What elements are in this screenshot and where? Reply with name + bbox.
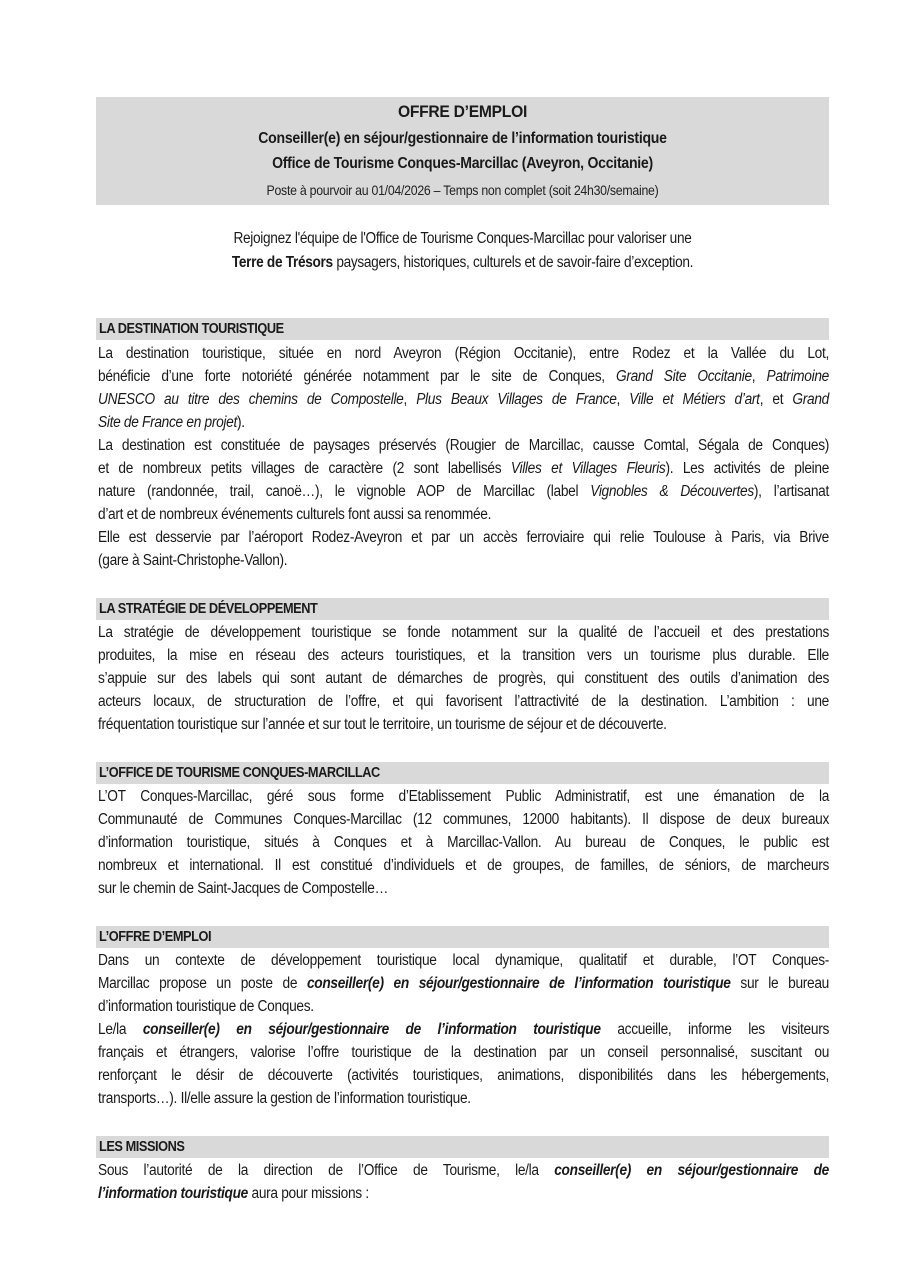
position-title: Conseiller(e) en séjour/gestionnaire de l’information touristique xyxy=(258,130,667,147)
office-line-5: sur le chemin de Saint-Jacques de Compostelle… xyxy=(98,880,388,897)
section-heading-text: LA DESTINATION TOURISTIQUE xyxy=(99,321,284,337)
offer-line-7: transports…). Il/elle assure la gestion de l’information touristique. xyxy=(98,1090,471,1107)
section-heading-strategy xyxy=(96,598,829,620)
strategy-line-4: acteurs locaux, de structuration de l’offre, et qui favorisent l’attractivité de la destination. L’ambition : une xyxy=(98,693,830,710)
offer-line-1: Dans un contexte de développement touristique local dynamique, qualitatif et durable, l’OT Conques- xyxy=(98,952,830,969)
destination-line-8: d’art et de nombreux événements culturels font aussi sa renommée. xyxy=(98,506,492,523)
destination-line-6: et de nombreux petits villages de caractère (2 sont labellisés Villes et Villages Fleuris). Les activités de pleine xyxy=(98,460,830,477)
destination-line-2: bénéficie d’une forte notoriété générée notamment par le site de Conques, Grand Site Occitanie, Patrimoine xyxy=(98,368,829,385)
offer-line-4: Le/la conseiller(e) en séjour/gestionnaire de l’information touristique accueille, informe les visiteurs xyxy=(98,1021,830,1038)
section-heading-text: L’OFFRE D’EMPLOI xyxy=(99,929,212,945)
section-heading-text: LA STRATÉGIE DE DÉVELOPPEMENT xyxy=(99,601,318,617)
destination-line-5: La destination est constituée de paysages préservés (Rougier de Marcillac, causse Comtal, Ségala de Conques) xyxy=(98,437,830,454)
office-line-3: d’information touristique, situés à Conques et à Marcillac-Vallon. Au bureau de Conques, le public est xyxy=(98,834,830,851)
destination-line-7: nature (randonnée, trail, canoë…), le vignoble AOP de Marcillac (label Vignobles & Découvertes), l’artisanat xyxy=(98,483,830,500)
offer-line-6: renforçant le désir de découverte (activités touristiques, animations, disponibilités dans les hébergements, xyxy=(98,1067,830,1084)
offer-line-5: français et étrangers, valorise l’offre touristique de la destination par un conseil personnalisé, suscitant ou xyxy=(98,1044,830,1061)
intro-highlight: Terre de Trésors xyxy=(231,254,333,271)
destination-line-1: La destination touristique, située en nord Aveyron (Région Occitanie), entre Rodez et la Vallée du Lot, xyxy=(98,345,830,362)
office-line-1: L’OT Conques-Marcillac, géré sous forme d’Etablissement Public Administratif, est une émanation de la xyxy=(98,788,830,805)
section-heading-office xyxy=(96,762,829,784)
strategy-line-3: s’appuie sur des labels qui sont autant de démarches de progrès, qui constituent des outils d’animation des xyxy=(98,670,830,687)
strategy-line-1: La stratégie de développement touristique se fonde notamment sur la qualité de l’accueil et des prestations xyxy=(98,624,830,641)
section-heading-text: LES MISSIONS xyxy=(99,1139,185,1155)
offer-line-2: Marcillac propose un poste de conseiller(e) en séjour/gestionnaire de l’information touristique sur le bureau xyxy=(98,975,830,992)
office-line-2: Communauté de Communes Conques-Marcillac (12 communes, 12000 habitants). Il dispose de deux bureaux xyxy=(98,811,830,828)
destination-line-3: UNESCO au titre des chemins de Compostelle, Plus Beaux Villages de France, Ville et Métiers d’art, et Grand xyxy=(98,391,829,408)
strategy-line-2: produites, la mise en réseau des acteurs touristiques, et la transition vers un tourisme plus durable. Elle xyxy=(98,647,830,664)
destination-line-10: (gare à Saint-Christophe-Vallon). xyxy=(98,552,288,569)
position-details: Poste à pourvoir au 01/04/2026 – Temps non complet (soit 24h30/semaine) xyxy=(266,182,659,198)
job-offer-title-box xyxy=(96,97,829,205)
intro-line-2: Terre de Trésors paysagers, historiques, culturels et de savoir-faire d’exception. xyxy=(231,254,694,271)
office-line-4: nombreux et international. Il est constitué d’individuels et de groupes, de familles, de séniors, de marcheurs xyxy=(98,857,830,874)
destination-line-9: Elle est desservie par l’aéroport Rodez-Aveyron et par un accès ferroviaire qui relie Toulouse à Paris, via Brive xyxy=(98,529,830,546)
missions-line-2: l’information touristique aura pour missions : xyxy=(98,1185,369,1202)
destination-line-4: Site de France en projet). xyxy=(98,414,245,431)
intro-line-1: Rejoignez l'équipe de l'Office de Tourisme Conques-Marcillac pour valoriser une xyxy=(233,230,692,247)
strategy-line-5: fréquentation touristique sur l’année et sur tout le territoire, un tourisme de séjour et de découverte. xyxy=(98,716,667,733)
section-heading-offer xyxy=(96,926,829,948)
section-heading-missions xyxy=(96,1136,829,1158)
employer-name: Office de Tourisme Conques-Marcillac (Aveyron, Occitanie) xyxy=(272,155,653,172)
section-heading-text: L’OFFICE DE TOURISME CONQUES-MARCILLAC xyxy=(99,765,380,781)
document-title: OFFRE D’EMPLOI xyxy=(397,102,528,121)
missions-line-1: Sous l’autorité de la direction de l’Office de Tourisme, le/la conseiller(e) en séjour/gestionnaire de xyxy=(98,1162,830,1179)
section-heading-destination xyxy=(96,318,829,340)
offer-line-3: d’information touristique de Conques. xyxy=(98,998,314,1015)
